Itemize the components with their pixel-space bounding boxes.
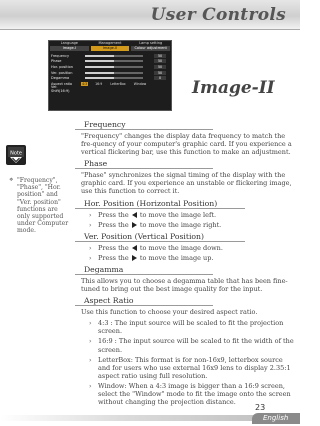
chevron-right-icon: › [89,381,92,390]
osd-row-label: Ver. Shift(16:9) [51,85,70,94]
osd-subtab: Image-I [50,46,89,51]
paragraph-aspect-intro: Use this function to choose your desired aspect ratio. [81,308,258,317]
osd-row-value: 50 [154,59,166,63]
bullet-text: 16:9 : The input source will be scaled to fit the width of the screen. [98,337,294,354]
chevron-right-icon: › [89,210,92,219]
heading-ver-position: Ver. Position (Vertical Position) [75,232,245,242]
bullet-text-pre: Press the [98,253,129,262]
section-title: Image-II [192,78,275,98]
svg-text:Note: Note [10,150,22,157]
bullet-aspect-letterbox [81,356,295,380]
osd-row-value: 50 [154,54,166,58]
chevron-right-icon: › [89,243,92,252]
bullet-text-post: to move the image left. [139,210,217,219]
page-footer [0,398,300,426]
osd-slider [85,72,143,74]
osd-slider-fill [85,66,114,68]
osd-row-label: Ver. position [51,70,73,75]
osd-slider-fill [85,77,114,79]
heading-aspect-ratio: Aspect Ratio [75,296,213,306]
bullet-text-pre: Press the [98,220,129,229]
language-label: English [263,414,289,422]
language-tab [252,413,300,424]
osd-slider [85,77,143,79]
left-arrow-icon [132,245,137,251]
osd-slider-fill [85,60,114,62]
bullet-text: Window: When a 4:3 image is bigger than a 16:9 screen, select the "Window" mode to fit the image onto the screen without changing the projection distance. [98,381,291,407]
note-body: "Frequency", "Phase", "Hor. position" and "Ver. position" functions are only supported under Computer mode. [17,177,69,235]
chevron-right-icon: › [89,253,92,262]
content [81,120,295,406]
right-arrow-icon [132,255,137,261]
osd-subtab: Colour adjustment [131,46,170,51]
osd-subtab-active: Image-II [91,46,130,51]
bullet-text-pre: Press the [98,243,129,252]
osd-row-value: 50 [154,71,166,75]
bullet-text-pre: Press the [98,210,129,219]
bullet-text: 4:3 : The input source will be scaled to fit the projection screen. [98,319,284,336]
osd-aspect-options [81,82,147,86]
page-number: 23 [255,403,266,412]
bullet-aspect-16-9 [81,337,295,353]
osd-row-label: Degamma [51,76,70,81]
heading-hor-position: Hor. Position (Horizontal Position) [75,199,245,209]
bullet-text-post: to move the image up. [139,253,214,262]
osd-slider [85,60,143,62]
osd-rows [51,53,169,92]
bullet-aspect-4-3 [81,319,295,335]
heading-frequency: Frequency [75,120,213,130]
paragraph-frequency: "Frequency" changes the display data frequency to match the fre-quency of your computer's graphic card. If you experience a vertical flickering bar, use this function to make an adjustment. [81,132,292,157]
osd-slider [85,55,143,57]
paragraph-phase: "Phase" synchronizes the signal timing of the display with the graphic card. If you experience an unstable or flickering image, use this function to correct it. [81,171,292,196]
osd-aspect-option: Window [133,81,147,86]
osd-row-label: Hor. position [51,64,73,69]
chevron-right-icon: › [89,220,92,229]
osd-subtabs [49,46,171,51]
bullet-ver-down [81,244,295,252]
heading-degamma: Degamma [75,265,213,275]
osd-tab: Lamp setting [139,41,163,45]
osd-row-vshift [51,87,169,93]
bullet-text-post: to move the image right. [139,220,222,229]
page-header [0,0,300,30]
osd-slider-fill [85,72,114,74]
osd-row-value: 50 [154,65,166,69]
chevron-right-icon: › [89,337,92,346]
osd-aspect-option: LetterBox [110,81,126,86]
note-text [9,177,71,235]
osd-aspect-option-selected: 4:3 [82,81,88,86]
osd-slider [85,66,143,68]
chevron-right-icon: › [89,319,92,328]
chevron-right-icon: › [89,355,92,364]
note-icon [6,145,26,165]
osd-menu-screenshot [48,40,172,111]
right-arrow-icon [132,222,137,228]
osd-tab: Language [60,41,78,45]
osd-tab: Management [98,41,122,45]
bullet-hor-right [81,221,295,229]
bullet-text: LetterBox: This format is for non-16x9, letterbox source and for users who use external 16x9 lens to display 2.35:1 aspect ratio using full resolution. [98,355,291,380]
note-bullet-icon: ❖ [9,177,14,183]
bullet-ver-up [81,254,295,262]
paragraph-degamma: This allows you to choose a degamma table that has been fine-tuned to bring out the best image quality for the input. [81,276,288,294]
osd-row-label: Phase [51,59,62,64]
bullet-hor-left [81,211,295,219]
osd-slider-fill [85,55,114,57]
osd-aspect-option: 16:9 [95,81,103,86]
osd-row-label: Aspect ratio [51,81,73,86]
left-arrow-icon [132,212,137,218]
osd-row-label: Frequency [51,53,70,58]
osd-row-value: 0 [154,76,166,80]
bullet-text-post: to move the image down. [139,243,223,252]
heading-phase: Phase [75,159,213,169]
header-title: User Controls [150,5,286,25]
